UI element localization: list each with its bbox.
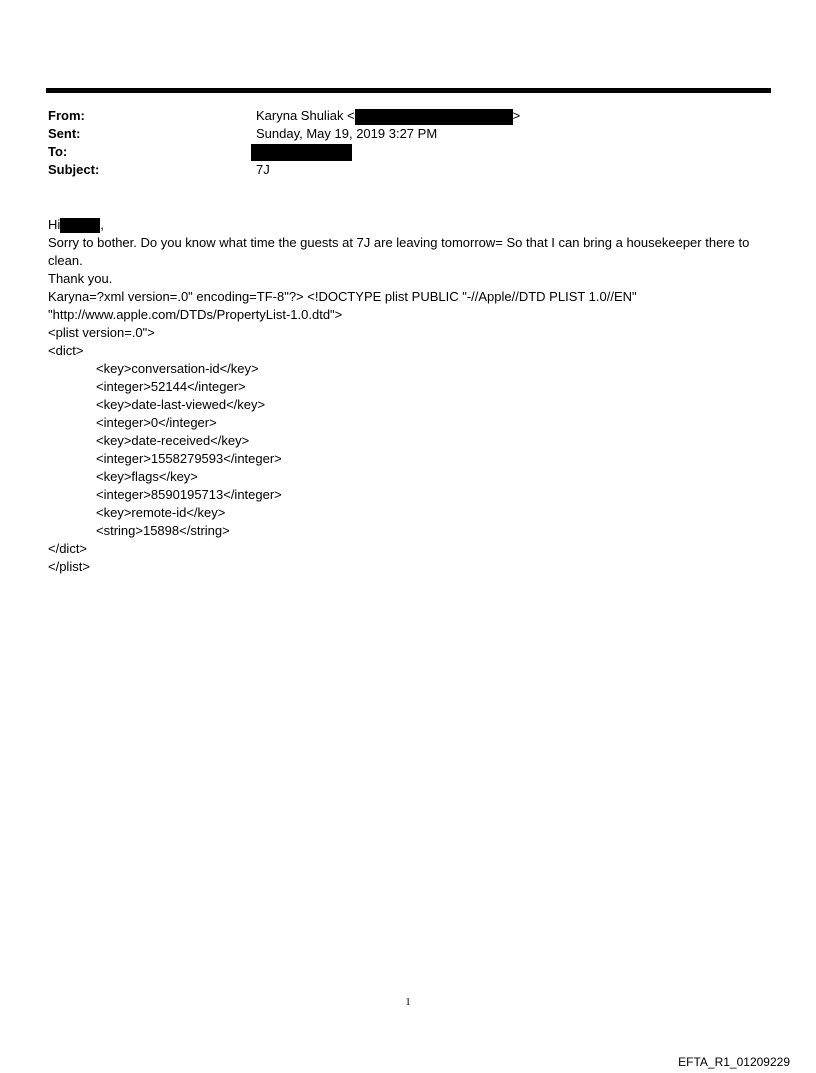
plist-line: <string>15898</string> — [96, 523, 230, 538]
from-label: From: — [48, 108, 85, 123]
body-line: <plist version=.0"> — [48, 325, 155, 340]
body-line: Thank you. — [48, 271, 113, 286]
redaction-bar — [60, 218, 100, 233]
body-line: Sorry to bother. Do you know what time the guests at 7J are leaving tomorrow= So that I can bring a housekeeper there to clean. — [48, 235, 750, 268]
plist-line: <integer>0</integer> — [96, 415, 217, 430]
redaction-bar — [355, 109, 513, 125]
bates-number: EFTA_R1_01209229 — [678, 1055, 790, 1069]
sent-label: Sent: — [48, 126, 81, 141]
subject-value: 7J — [256, 162, 270, 177]
plist-line: <integer>8590195713</integer> — [96, 487, 282, 502]
greeting-hi: Hi — [48, 217, 61, 232]
body-line: Karyna=?xml version=.0" encoding=TF-8"?> <!DOCTYPE plist PUBLIC "-//Apple//DTD PLIST 1.0//EN" — [48, 289, 637, 304]
body-line: </plist> — [48, 559, 90, 574]
plist-line: <key>flags</key> — [96, 469, 198, 484]
plist-line: <key>conversation-id</key> — [96, 361, 259, 376]
greeting-line — [48, 216, 770, 234]
body-line: <dict> — [48, 343, 84, 358]
header-rule — [46, 88, 771, 93]
sent-value: Sunday, May 19, 2019 3:27 PM — [256, 126, 438, 141]
to-label: To: — [48, 144, 68, 159]
greeting-comma: , — [100, 217, 104, 232]
body-line: </dict> — [48, 541, 88, 556]
from-close: > — [512, 108, 521, 123]
from-value — [256, 107, 520, 125]
to-value — [251, 143, 352, 161]
plist-line: <integer>1558279593</integer> — [96, 451, 282, 466]
plist-line: <key>remote-id</key> — [96, 505, 226, 520]
from-name: Karyna Shuliak < — [256, 108, 355, 123]
page-number: 1 — [405, 996, 411, 1008]
redaction-bar — [251, 144, 352, 161]
subject-label: Subject: — [48, 162, 100, 177]
body-line: "http://www.apple.com/DTDs/PropertyList-1.0.dtd"> — [48, 307, 343, 322]
plist-line: <key>date-received</key> — [96, 433, 250, 448]
plist-line: <integer>52144</integer> — [96, 379, 246, 394]
email-body — [48, 216, 770, 576]
plist-line: <key>date-last-viewed</key> — [96, 397, 266, 412]
